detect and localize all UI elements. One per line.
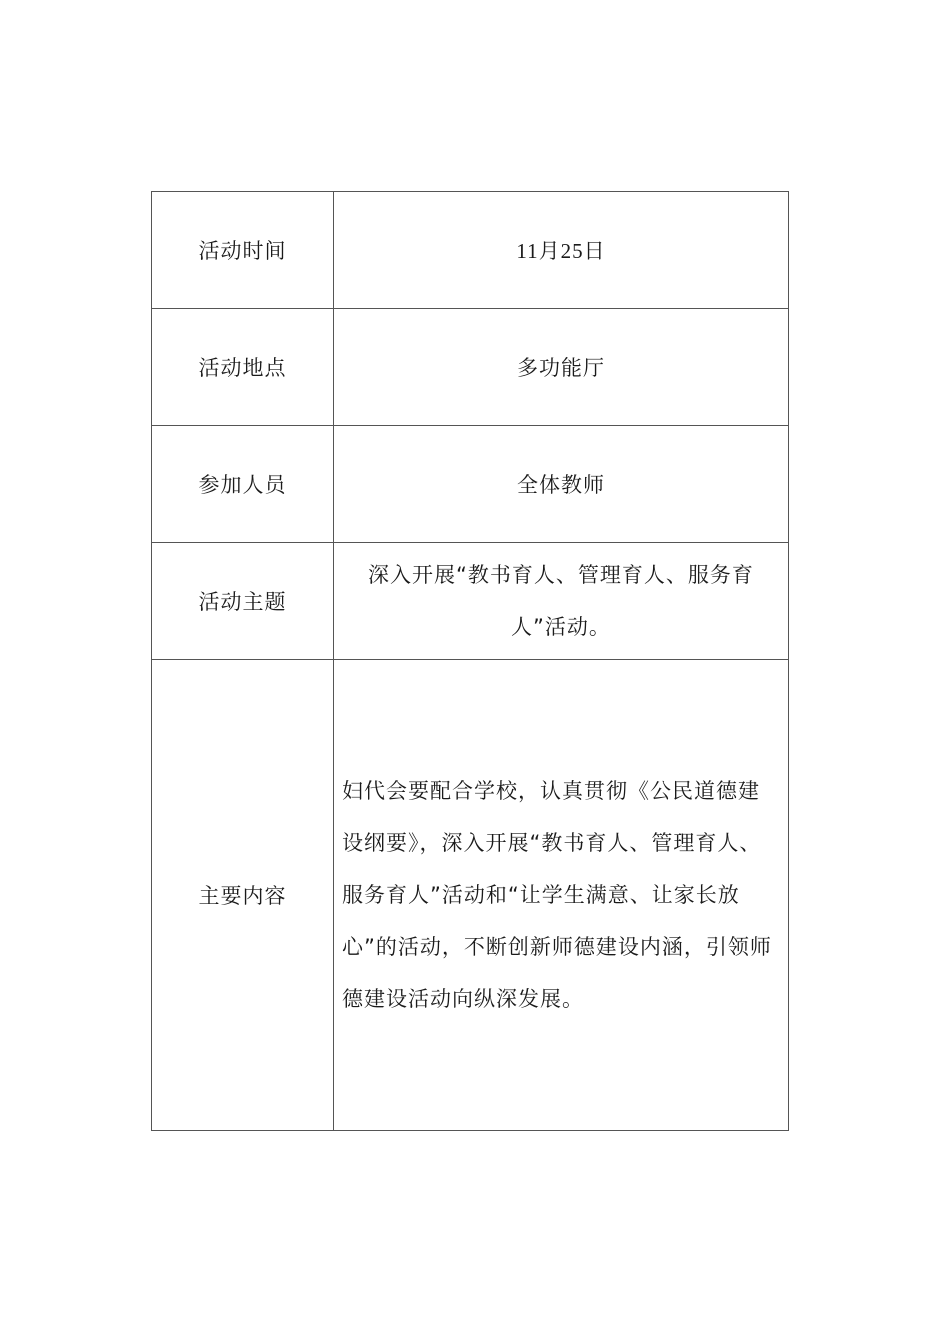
row-main-content [152,660,789,1131]
value-main-content: 妇代会要配合学校，认真贯彻《公民道德建设纲要》，深入开展“教书育人、管理育人、服务育人”活动和“让学生满意、让家长放心”的活动，不断创新师德建设内涵，引领师德建设活动向纵深发展。 [334,660,789,1131]
value-activity-theme: 深入开展“教书育人、管理育人、服务育人”活动。 [334,543,789,660]
label-participants: 参加人员 [152,426,334,543]
activity-record-table [151,191,789,1131]
value-participants: 全体教师 [334,426,789,543]
label-activity-time: 活动时间 [152,192,334,309]
row-activity-location [152,309,789,426]
label-main-content: 主要内容 [152,660,334,1131]
row-activity-time [152,192,789,309]
value-activity-location: 多功能厅 [334,309,789,426]
row-activity-theme [152,543,789,660]
label-activity-theme: 活动主题 [152,543,334,660]
row-participants [152,426,789,543]
label-activity-location: 活动地点 [152,309,334,426]
value-activity-time: 11月25日 [334,192,789,309]
